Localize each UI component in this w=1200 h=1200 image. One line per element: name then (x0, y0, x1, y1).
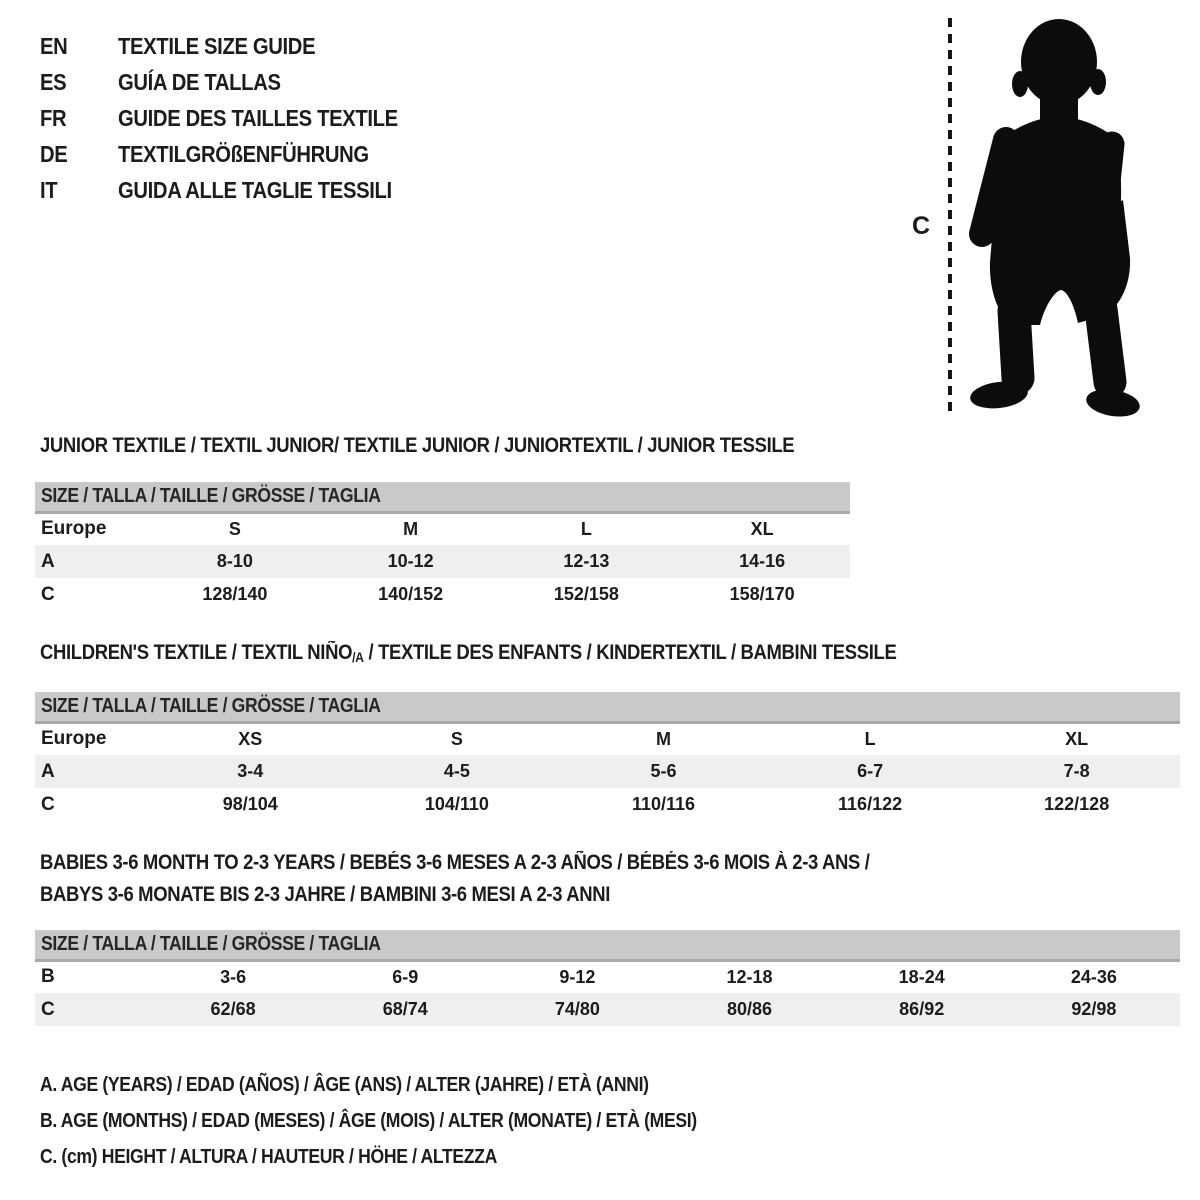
value-cell: 128/140 (202, 584, 268, 604)
value-cell: 8-10 (147, 545, 323, 578)
row-label: A (35, 545, 147, 578)
language-title: TEXTILGRÖßENFÜHRUNG (118, 141, 369, 167)
value-cell: 6-9 (392, 966, 419, 987)
size-cell: L (580, 518, 592, 539)
language-code: ES (40, 69, 67, 95)
language-row-en (40, 28, 436, 64)
row-label: C (35, 993, 147, 1026)
children-size-table (35, 692, 1180, 821)
value-cell: 9-12 (559, 966, 596, 987)
language-code: IT (40, 177, 58, 203)
language-row-es (40, 64, 436, 100)
value-cell: 3-6 (220, 966, 247, 987)
nino-a-subscript: /A (352, 649, 364, 665)
table-row-height (35, 788, 1180, 821)
language-row-de (40, 136, 436, 172)
language-title: GUIDE DES TAILLES TEXTILE (118, 105, 398, 131)
value-cell: 158/170 (729, 584, 795, 604)
value-cell: 6-7 (767, 755, 974, 788)
size-cell: XS (238, 728, 263, 749)
size-cell: L (864, 728, 876, 749)
legend-age-months: B. AGE (MONTHS) / EDAD (MESES) / ÂGE (MOIS) / ALTER (MONATE) / ETÀ (MESI) (40, 1110, 697, 1132)
value-cell: 152/158 (553, 584, 619, 604)
size-cell: XL (1065, 728, 1089, 749)
row-label: C (41, 583, 55, 605)
junior-section-title: JUNIOR TEXTILE / TEXTIL JUNIOR/ TEXTILE JUNIOR / JUNIORTEXTIL / JUNIOR TESSILE (40, 434, 795, 457)
height-measure-dashed-line (948, 18, 952, 416)
size-header-bar: SIZE / TALLA / TAILLE / GRÖSSE / TAGLIA (35, 482, 850, 512)
value-cell: 86/92 (836, 993, 1008, 1026)
value-cell: 104/110 (424, 794, 489, 814)
size-header-bar: SIZE / TALLA / TAILLE / GRÖSSE / TAGLIA (35, 930, 1180, 960)
value-cell: 12-13 (499, 545, 675, 578)
value-cell: 68/74 (319, 993, 491, 1026)
language-row-fr (40, 100, 436, 136)
legend-age-years: A. AGE (YEARS) / EDAD (AÑOS) / ÂGE (ANS) / ALTER (JAHRE) / ETÀ (ANNI) (40, 1074, 649, 1096)
language-code: DE (40, 141, 68, 167)
value-cell: 5-6 (560, 755, 767, 788)
table-row-europe (35, 512, 850, 545)
value-cell: 110/116 (631, 794, 696, 814)
value-cell: 92/98 (1008, 993, 1180, 1026)
babies-section-title-line2: BABYS 3-6 MONATE BIS 2-3 JAHRE / BAMBINI 3-6 MESI A 2-3 ANNI (40, 883, 610, 906)
table-row-age (35, 545, 850, 578)
junior-size-table (35, 482, 850, 611)
language-title: GUÍA DE TALLAS (118, 69, 281, 95)
table-row-age (35, 755, 1180, 788)
language-code: EN (40, 33, 68, 59)
size-cell: M (403, 518, 419, 539)
size-cell: S (228, 518, 241, 539)
language-guide (40, 28, 436, 208)
size-cell: S (450, 728, 463, 749)
value-cell: 7-8 (973, 755, 1180, 788)
size-header-row (35, 930, 1180, 960)
table-row-europe (35, 722, 1180, 755)
value-cell: 3-4 (147, 755, 354, 788)
row-label: Europe (41, 728, 107, 750)
value-cell: 122/128 (1044, 794, 1110, 814)
row-label: C (41, 793, 55, 815)
toddler-silhouette-image (962, 16, 1142, 420)
value-cell: 18-24 (898, 966, 945, 987)
value-cell: 80/86 (663, 993, 835, 1026)
children-section-title: CHILDREN'S TEXTILE / TEXTIL NIÑO/A / TEXTILE DES ENFANTS / KINDERTEXTIL / BAMBINI TESSILE (40, 641, 897, 665)
size-header-bar: SIZE / TALLA / TAILLE / GRÖSSE / TAGLIA (35, 692, 1180, 722)
value-cell: 24-36 (1070, 966, 1117, 987)
language-title: GUIDA ALLE TAGLIE TESSILI (118, 177, 392, 203)
babies-section-title-line1: BABIES 3-6 MONTH TO 2-3 YEARS / BEBÉS 3-6 MESES A 2-3 AÑOS / BÉBÉS 3-6 MOIS À 2-3 ANS / (40, 851, 870, 874)
language-row-it (40, 172, 436, 208)
size-cell: XL (750, 518, 774, 539)
legend-height-cm: C. (cm) HEIGHT / ALTURA / HAUTEUR / HÖHE / ALTEZZA (40, 1146, 497, 1168)
babies-size-table (35, 930, 1180, 1026)
height-measure-label: C (912, 212, 931, 240)
table-row-height (35, 578, 850, 611)
value-cell: 62/68 (147, 993, 319, 1026)
size-header-row (35, 692, 1180, 722)
value-cell: 10-12 (323, 545, 499, 578)
row-label: Europe (41, 518, 107, 540)
table-row-height (35, 993, 1180, 1026)
value-cell: 12-18 (726, 966, 773, 987)
size-header-row (35, 482, 850, 512)
value-cell: 4-5 (354, 755, 561, 788)
value-cell: 140/152 (378, 584, 444, 604)
row-label: A (35, 755, 147, 788)
row-label: B (41, 966, 55, 988)
size-cell: M (655, 728, 671, 749)
value-cell: 74/80 (491, 993, 663, 1026)
value-cell: 116/122 (838, 794, 903, 814)
value-cell: 98/104 (222, 794, 278, 814)
language-title: TEXTILE SIZE GUIDE (118, 33, 316, 59)
value-cell: 14-16 (674, 545, 850, 578)
table-row-months (35, 960, 1180, 993)
language-code: FR (40, 105, 67, 131)
